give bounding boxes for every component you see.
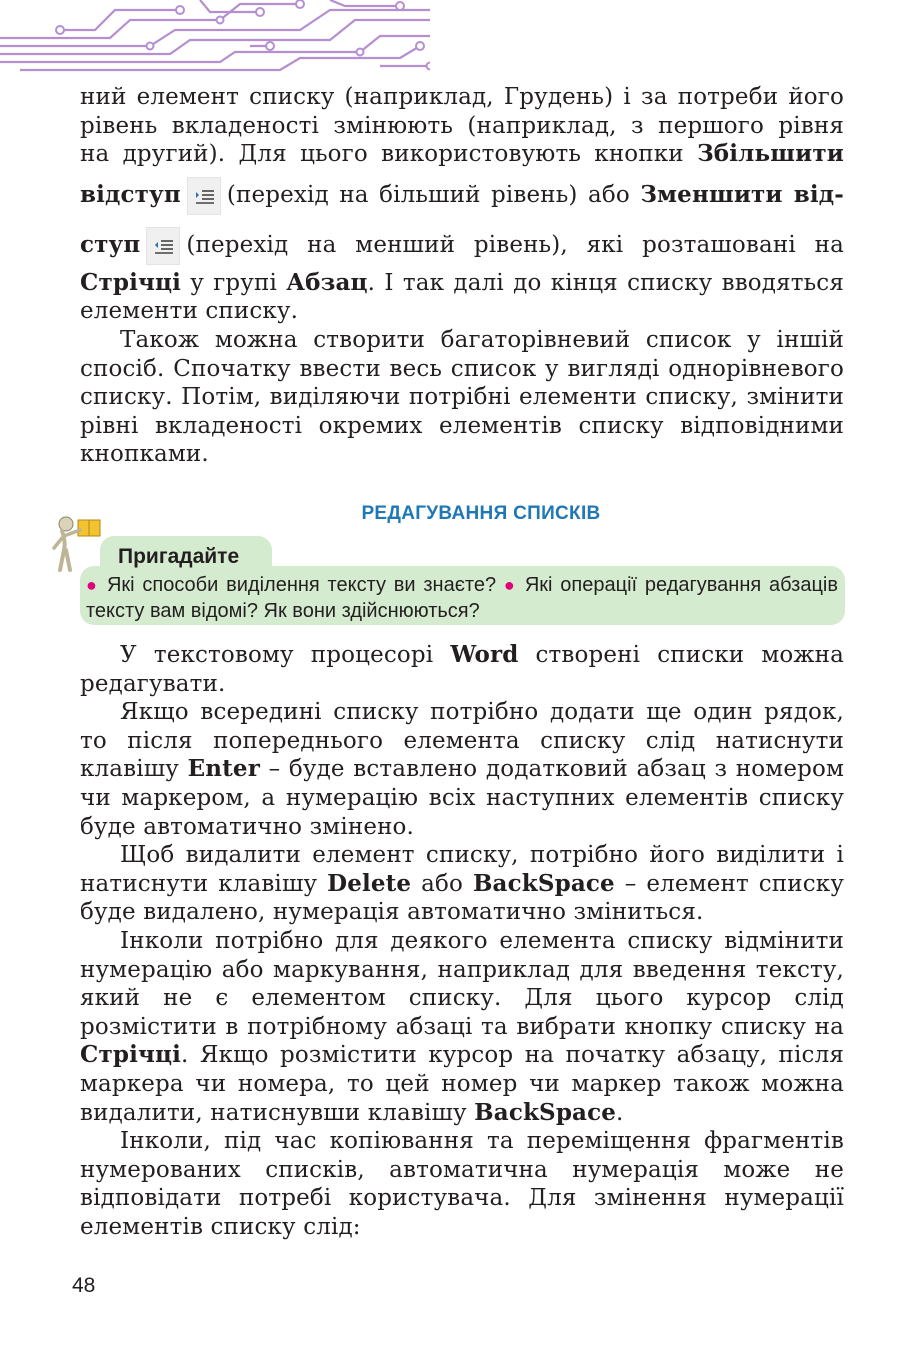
text-line: на другий). Для цього використовують кнопки Збільшити — [80, 140, 844, 168]
intro-paragraph — [80, 83, 844, 469]
text-line: рівень вкладеності змінюють (наприклад, з першого рівня — [80, 112, 844, 139]
bullet-icon: ● — [86, 575, 100, 595]
text-line: відступ (перехід на більший рівень) або Зменшити від- — [80, 177, 844, 215]
page-number: 48 — [72, 1274, 96, 1297]
remember-questions — [86, 572, 838, 624]
paragraph: Щоб видалити елемент списку, потрібно його виділити і натиснути клавішу Delete або BackSpace – елемент списку буде видалено, нумерація автоматично зміниться. — [80, 842, 844, 926]
text-line: ний елемент списку (наприклад, Грудень) і за потреби його — [80, 84, 844, 110]
text-line: елементи списку. — [80, 298, 299, 325]
text-line: Стрічці у групі Абзац. І так далі до кінця списку вводяться — [80, 268, 845, 296]
main-text — [80, 641, 844, 1241]
text-line: ступ (перехід на менший рівень), які розташовані на — [80, 227, 844, 265]
paragraph: Інколи, під час копіювання та переміщення фрагментів нумерованих списків, автоматична нумерація може не відповідати потребі користувача. Для змінення нумерації елементів списку слід: — [80, 1128, 844, 1240]
paragraph: Якщо всередині списку потрібно додати ще один рядок, то після попереднього елемента списку слід натиснути клавішу Enter – буде вставлено додатковий абзац з номером чи маркером, а нумерацію всіх наступних елементів списку буде автоматично змінено. — [80, 699, 844, 840]
decrease-indent-icon — [146, 227, 180, 265]
paragraph: Інколи потрібно для деякого елемента списку відмінити нумерацію або маркування, наприклад для введення тексту, який не є елементом списку. Для цього курсор слід розмістити в потрібному абзаці та вибрати кнопку списку на Стрічці. Якщо розмістити курсор на початку абзацу, після маркера чи номера, то цей номер чи маркер також можна видалити, натиснувши клавішу BackSpace. — [80, 927, 844, 1126]
mascot-icon — [50, 514, 104, 572]
paragraph: У текстовому процесорі Word створені списки можна редагувати. — [80, 641, 845, 697]
remember-question-2: Які операції редагування абзаців тексту вам відомі? Як вони здійснюються? — [86, 574, 838, 622]
remember-question-1: Які способи виділення тексту ви знаєте? — [106, 574, 497, 596]
bullet-icon: ● — [503, 575, 518, 595]
circuit-decoration — [0, 0, 430, 72]
increase-indent-icon — [187, 177, 221, 215]
section-title: РЕДАГУВАННЯ СПИСКІВ — [361, 503, 601, 524]
multilevel-paragraph: Також можна створити багаторівневий список у іншій спосіб. Спочатку ввести весь список у вигляді однорівневого списку. Потім, виділяючи потрібні елементи списку, змінити рівні вкладеності окремих елементів списку відповідними кнопками. — [80, 326, 844, 468]
remember-title: Пригадайте — [118, 545, 240, 568]
